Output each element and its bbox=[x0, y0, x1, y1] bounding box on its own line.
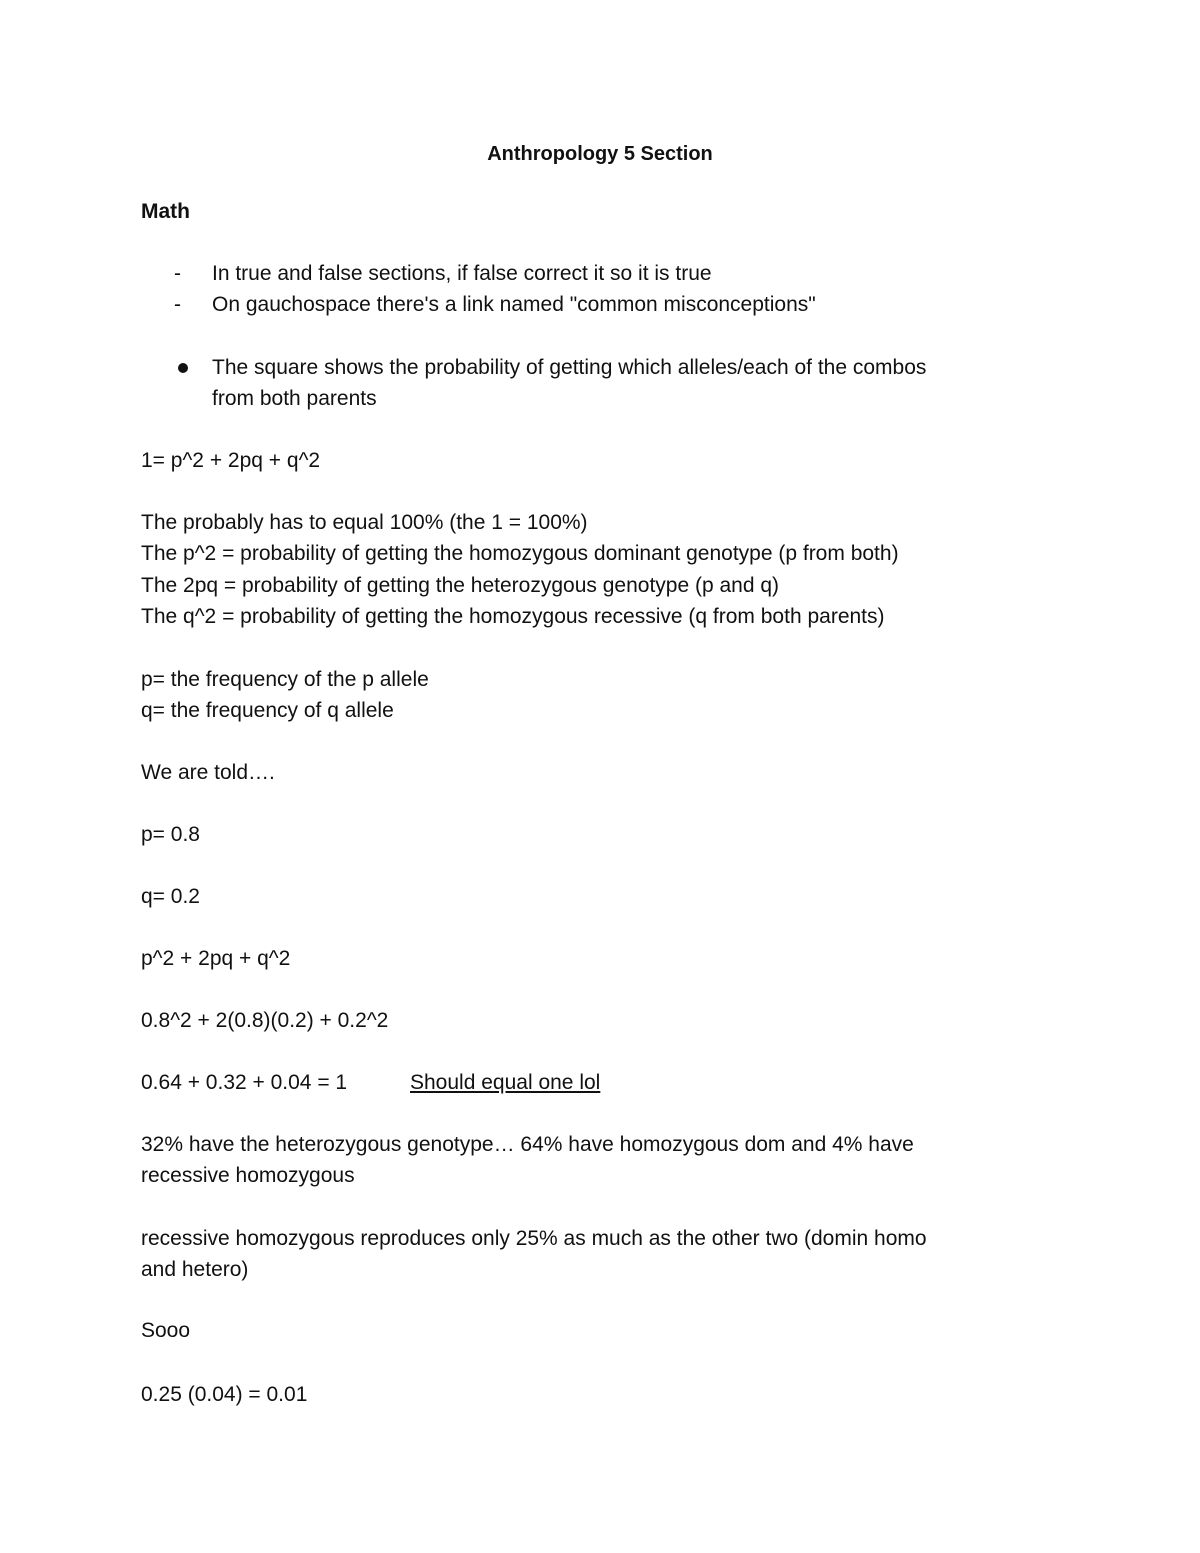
explanation: The q^2 = probability of getting the homozygous recessive (q from both parents) bbox=[141, 605, 885, 628]
explanation: The 2pq = probability of getting the heterozygous genotype (p and q) bbox=[141, 574, 780, 597]
dash-marker: - bbox=[174, 262, 181, 285]
sooo-text: Sooo bbox=[141, 1319, 191, 1342]
p-value: p= 0.8 bbox=[141, 823, 200, 846]
explanation: The probably has to equal 100% (the 1 = 100%) bbox=[141, 511, 588, 534]
reproduction-note: and hetero) bbox=[141, 1258, 249, 1281]
told-text: We are told…. bbox=[141, 761, 275, 784]
bullet-icon bbox=[178, 363, 188, 373]
definition: p= the frequency of the p allele bbox=[141, 668, 429, 691]
list-item: In true and false sections, if false correct it so it is true bbox=[212, 262, 712, 285]
result: 0.64 + 0.32 + 0.04 = 1 bbox=[141, 1071, 348, 1094]
q-value: q= 0.2 bbox=[141, 885, 200, 908]
formula: p^2 + 2pq + q^2 bbox=[141, 947, 291, 970]
document-title: Anthropology 5 Section bbox=[487, 143, 713, 165]
list-item: On gauchospace there's a link named "common misconceptions" bbox=[212, 293, 816, 316]
bullet-text: The square shows the probability of getting which alleles/each of the combos bbox=[212, 356, 927, 379]
dash-marker: - bbox=[174, 293, 181, 316]
summary: 32% have the heterozygous genotype… 64% have homozygous dom and 4% have bbox=[141, 1133, 914, 1156]
equation: 1= p^2 + 2pq + q^2 bbox=[141, 449, 321, 472]
final-calculation: 0.25 (0.04) = 0.01 bbox=[141, 1383, 308, 1406]
reproduction-note: recessive homozygous reproduces only 25% as much as the other two (domin homo bbox=[141, 1227, 927, 1250]
summary: recessive homozygous bbox=[141, 1164, 355, 1187]
explanation: The p^2 = probability of getting the homozygous dominant genotype (p from both) bbox=[141, 542, 899, 565]
result-note: Should equal one lol bbox=[410, 1071, 601, 1094]
section-heading: Math bbox=[141, 200, 190, 223]
definition: q= the frequency of q allele bbox=[141, 699, 394, 722]
substitution: 0.8^2 + 2(0.8)(0.2) + 0.2^2 bbox=[141, 1009, 389, 1032]
bullet-text: from both parents bbox=[212, 387, 377, 410]
